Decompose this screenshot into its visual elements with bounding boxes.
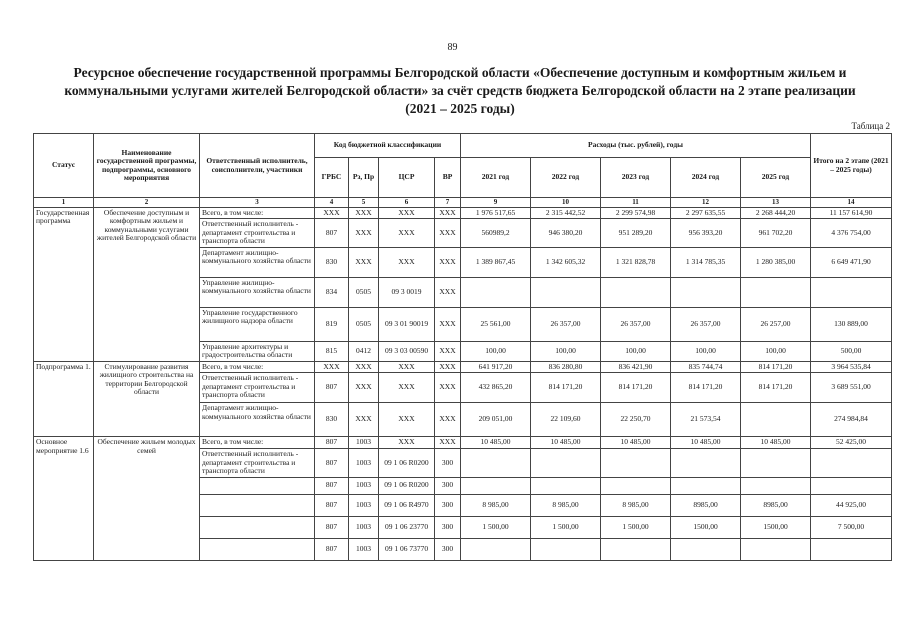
cell-vr: 300 — [435, 494, 461, 516]
cell-vr: 300 — [435, 516, 461, 538]
cell-vr: XXX — [435, 341, 461, 361]
cell-total — [811, 477, 892, 494]
cell-y2024: 1 314 785,35 — [671, 247, 741, 277]
cell-y2023 — [601, 538, 671, 560]
table-row — [34, 207, 892, 219]
cell-csr: 09 1 06 R4970 — [379, 494, 435, 516]
cell-vr: 300 — [435, 477, 461, 494]
cell-y2024: 21 573,54 — [671, 403, 741, 437]
header-vr: ВР — [435, 158, 461, 198]
cell-csr: XXX — [379, 403, 435, 437]
header-2024: 2024 год — [671, 158, 741, 198]
header-name: Наименование государственной программы, подпрограммы, основного мероприятия — [94, 134, 200, 198]
column-number: 13 — [741, 198, 811, 208]
cell-y2024: 26 357,00 — [671, 307, 741, 341]
cell-rzpr: XXX — [349, 403, 379, 437]
cell-total — [811, 449, 892, 478]
cell-y2022 — [531, 277, 601, 307]
header-budget-code: Код бюджетной классификации — [315, 134, 461, 158]
cell-vr: XXX — [435, 247, 461, 277]
cell-grbs: 830 — [315, 403, 349, 437]
cell-csr: 09 1 06 R0200 — [379, 477, 435, 494]
cell-y2022: 946 380,20 — [531, 219, 601, 248]
cell-y2022 — [531, 477, 601, 494]
cell-y2023 — [601, 477, 671, 494]
cell-y2023: 22 250,70 — [601, 403, 671, 437]
cell-csr: XXX — [379, 437, 435, 449]
header-rzpr: Рз, Пр — [349, 158, 379, 198]
cell-y2024: 10 485,00 — [671, 437, 741, 449]
cell-y2024: 956 393,20 — [671, 219, 741, 248]
cell-y2021: 25 561,00 — [461, 307, 531, 341]
cell-y2023: 836 421,90 — [601, 361, 671, 373]
column-number: 2 — [94, 198, 200, 208]
column-number-row — [34, 198, 892, 208]
cell-vr: XXX — [435, 219, 461, 248]
cell-executor: Ответственный исполнитель - департамент строительства и транспорта области — [200, 373, 315, 403]
cell-grbs: 834 — [315, 277, 349, 307]
cell-rzpr: 1003 — [349, 449, 379, 478]
cell-y2021: 1 500,00 — [461, 516, 531, 538]
table-label: Таблица 2 — [851, 121, 890, 131]
cell-csr: XXX — [379, 361, 435, 373]
cell-y2021: 432 865,20 — [461, 373, 531, 403]
cell-csr: 09 3 01 90019 — [379, 307, 435, 341]
cell-grbs: 807 — [315, 538, 349, 560]
cell-y2023 — [601, 277, 671, 307]
cell-y2024: 2 297 635,55 — [671, 207, 741, 219]
cell-vr: XXX — [435, 277, 461, 307]
cell-csr: XXX — [379, 219, 435, 248]
cell-total: 52 425,00 — [811, 437, 892, 449]
cell-csr: 09 3 0019 — [379, 277, 435, 307]
cell-y2025: 2 268 444,20 — [741, 207, 811, 219]
resource-table — [33, 133, 892, 561]
cell-vr: XXX — [435, 373, 461, 403]
column-number: 5 — [349, 198, 379, 208]
cell-grbs: 819 — [315, 307, 349, 341]
cell-total: 274 984,84 — [811, 403, 892, 437]
cell-y2022: 1 500,00 — [531, 516, 601, 538]
cell-y2021: 100,00 — [461, 341, 531, 361]
cell-total — [811, 538, 892, 560]
column-number: 14 — [811, 198, 892, 208]
cell-rzpr: XXX — [349, 207, 379, 219]
cell-y2024: 1500,00 — [671, 516, 741, 538]
cell-executor — [200, 477, 315, 494]
cell-total: 6 649 471,90 — [811, 247, 892, 277]
cell-y2025: 961 702,20 — [741, 219, 811, 248]
cell-y2025 — [741, 403, 811, 437]
cell-y2023: 26 357,00 — [601, 307, 671, 341]
cell-rzpr: 1003 — [349, 516, 379, 538]
cell-csr: 09 3 03 00590 — [379, 341, 435, 361]
cell-executor — [200, 494, 315, 516]
cell-rzpr: 0412 — [349, 341, 379, 361]
cell-grbs: XXX — [315, 361, 349, 373]
cell-y2022: 8 985,00 — [531, 494, 601, 516]
cell-csr: XXX — [379, 373, 435, 403]
cell-grbs: 815 — [315, 341, 349, 361]
cell-vr: XXX — [435, 403, 461, 437]
cell-y2025: 10 485,00 — [741, 437, 811, 449]
header-expenses: Расходы (тыс. рублей), годы — [461, 134, 811, 158]
cell-y2024: 100,00 — [671, 341, 741, 361]
cell-y2024: 8985,00 — [671, 494, 741, 516]
cell-y2025: 8985,00 — [741, 494, 811, 516]
cell-y2025: 1500,00 — [741, 516, 811, 538]
cell-csr: XXX — [379, 207, 435, 219]
cell-rzpr: 1003 — [349, 437, 379, 449]
cell-y2025: 1 280 385,00 — [741, 247, 811, 277]
table-row — [34, 361, 892, 373]
cell-y2025: 100,00 — [741, 341, 811, 361]
cell-grbs: 830 — [315, 247, 349, 277]
cell-total: 130 889,00 — [811, 307, 892, 341]
document-title: Ресурсное обеспечение государственной программы Белгородской области «Обеспечение доступным и комфортным жильем и коммунальными услугами жителей Белгородской области» за счёт средств бюджета Белгородской области на 2 этапе реализации (2021 – 2025 годы) — [64, 65, 856, 116]
row-program-name: Стимулирование развития жилищного строительства на территории Белгородской области — [94, 361, 200, 437]
cell-grbs: 807 — [315, 494, 349, 516]
cell-y2022 — [531, 538, 601, 560]
header-csr: ЦСР — [379, 158, 435, 198]
column-number: 3 — [200, 198, 315, 208]
header-total: Итого на 2 этапе (2021 – 2025 годы) — [811, 134, 892, 198]
header-2023: 2023 год — [601, 158, 671, 198]
cell-executor — [200, 516, 315, 538]
cell-y2025 — [741, 477, 811, 494]
row-program-name: Обеспечение доступным и комфортным жильем и коммунальными услугами жителей Белгородской области — [94, 207, 200, 361]
cell-y2025: 814 171,20 — [741, 361, 811, 373]
header-executor: Ответственный исполнитель, соисполнители, участники — [200, 134, 315, 198]
cell-total: 7 500,00 — [811, 516, 892, 538]
cell-y2022: 1 342 605,32 — [531, 247, 601, 277]
cell-y2021: 560989,2 — [461, 219, 531, 248]
cell-executor — [200, 538, 315, 560]
cell-total: 4 376 754,00 — [811, 219, 892, 248]
cell-y2023: 951 289,20 — [601, 219, 671, 248]
cell-rzpr: XXX — [349, 361, 379, 373]
cell-vr: XXX — [435, 361, 461, 373]
cell-vr: 300 — [435, 538, 461, 560]
cell-vr: XXX — [435, 207, 461, 219]
cell-executor: Управление жилищно-коммунального хозяйства области — [200, 277, 315, 307]
cell-y2025: 26 257,00 — [741, 307, 811, 341]
column-number: 9 — [461, 198, 531, 208]
cell-y2021 — [461, 477, 531, 494]
cell-y2023: 100,00 — [601, 341, 671, 361]
cell-rzpr: XXX — [349, 247, 379, 277]
cell-executor: Всего, в том числе: — [200, 437, 315, 449]
cell-rzpr: 1003 — [349, 477, 379, 494]
cell-rzpr: XXX — [349, 219, 379, 248]
cell-y2023: 8 985,00 — [601, 494, 671, 516]
header-status: Статус — [34, 134, 94, 198]
cell-y2023: 814 171,20 — [601, 373, 671, 403]
cell-total: 44 925,00 — [811, 494, 892, 516]
column-number: 11 — [601, 198, 671, 208]
cell-total: 3 964 535,84 — [811, 361, 892, 373]
cell-y2024 — [671, 449, 741, 478]
cell-total: 3 689 551,00 — [811, 373, 892, 403]
column-number: 1 — [34, 198, 94, 208]
cell-y2025: 814 171,20 — [741, 373, 811, 403]
cell-csr: 09 1 06 R0200 — [379, 449, 435, 478]
header-2025: 2025 год — [741, 158, 811, 198]
cell-executor: Ответственный исполнитель - департамент строительства и транспорта области — [200, 449, 315, 478]
cell-y2021 — [461, 277, 531, 307]
cell-y2022: 10 485,00 — [531, 437, 601, 449]
column-number: 10 — [531, 198, 601, 208]
cell-y2023 — [601, 449, 671, 478]
cell-rzpr: XXX — [349, 373, 379, 403]
cell-y2025 — [741, 538, 811, 560]
cell-executor: Управление архитектуры и градостроительства области — [200, 341, 315, 361]
cell-total — [811, 277, 892, 307]
row-program-name: Обеспечение жильем молодых семей — [94, 437, 200, 561]
column-number: 4 — [315, 198, 349, 208]
cell-y2022: 26 357,00 — [531, 307, 601, 341]
cell-y2021 — [461, 538, 531, 560]
cell-y2022 — [531, 449, 601, 478]
cell-rzpr: 0505 — [349, 277, 379, 307]
cell-rzpr: 1003 — [349, 494, 379, 516]
cell-y2021: 209 051,00 — [461, 403, 531, 437]
cell-y2025 — [741, 449, 811, 478]
cell-y2023: 1 321 828,78 — [601, 247, 671, 277]
header-2021: 2021 год — [461, 158, 531, 198]
cell-total: 500,00 — [811, 341, 892, 361]
cell-y2024: 835 744,74 — [671, 361, 741, 373]
cell-executor: Департамент жилищно-коммунального хозяйства области — [200, 247, 315, 277]
cell-csr: 09 1 06 73770 — [379, 538, 435, 560]
cell-executor: Департамент жилищно-коммунального хозяйства области — [200, 403, 315, 437]
cell-y2021: 8 985,00 — [461, 494, 531, 516]
cell-y2022: 22 109,60 — [531, 403, 601, 437]
column-number: 7 — [435, 198, 461, 208]
cell-y2024: 814 171,20 — [671, 373, 741, 403]
cell-y2021: 10 485,00 — [461, 437, 531, 449]
cell-y2022: 100,00 — [531, 341, 601, 361]
cell-grbs: 807 — [315, 449, 349, 478]
cell-y2022: 814 171,20 — [531, 373, 601, 403]
page-number: 89 — [447, 42, 458, 53]
cell-total: 11 157 614,90 — [811, 207, 892, 219]
cell-vr: XXX — [435, 307, 461, 341]
cell-grbs: 807 — [315, 437, 349, 449]
header-2022: 2022 год — [531, 158, 601, 198]
cell-vr: XXX — [435, 437, 461, 449]
cell-y2021: 1 389 867,45 — [461, 247, 531, 277]
cell-executor: Управление государственного жилищного надзора области — [200, 307, 315, 341]
cell-y2021: 1 976 517,65 — [461, 207, 531, 219]
cell-y2021 — [461, 449, 531, 478]
header-grbs: ГРБС — [315, 158, 349, 198]
cell-executor: Ответственный исполнитель - департамент строительства и транспорта области — [200, 219, 315, 248]
cell-rzpr: 1003 — [349, 538, 379, 560]
cell-y2024 — [671, 277, 741, 307]
cell-y2022: 836 280,80 — [531, 361, 601, 373]
cell-y2024 — [671, 477, 741, 494]
cell-grbs: 807 — [315, 477, 349, 494]
row-status: Основное мероприятие 1.6 — [34, 437, 94, 561]
row-status: Государственная программа — [34, 207, 94, 361]
cell-y2021: 641 917,20 — [461, 361, 531, 373]
cell-y2023: 1 500,00 — [601, 516, 671, 538]
cell-executor: Всего, в том числе: — [200, 207, 315, 219]
cell-y2023: 10 485,00 — [601, 437, 671, 449]
cell-vr: 300 — [435, 449, 461, 478]
cell-grbs: 807 — [315, 516, 349, 538]
row-status: Подпрограмма 1. — [34, 361, 94, 437]
cell-grbs: XXX — [315, 207, 349, 219]
cell-y2023: 2 299 574,98 — [601, 207, 671, 219]
cell-y2024 — [671, 538, 741, 560]
table-row — [34, 437, 892, 449]
cell-grbs: 807 — [315, 219, 349, 248]
column-number: 6 — [379, 198, 435, 208]
cell-grbs: 807 — [315, 373, 349, 403]
cell-csr: 09 1 06 23770 — [379, 516, 435, 538]
cell-csr: XXX — [379, 247, 435, 277]
cell-rzpr: 0505 — [349, 307, 379, 341]
column-number: 12 — [671, 198, 741, 208]
cell-y2022: 2 315 442,52 — [531, 207, 601, 219]
cell-executor: Всего, в том числе: — [200, 361, 315, 373]
cell-y2025 — [741, 277, 811, 307]
